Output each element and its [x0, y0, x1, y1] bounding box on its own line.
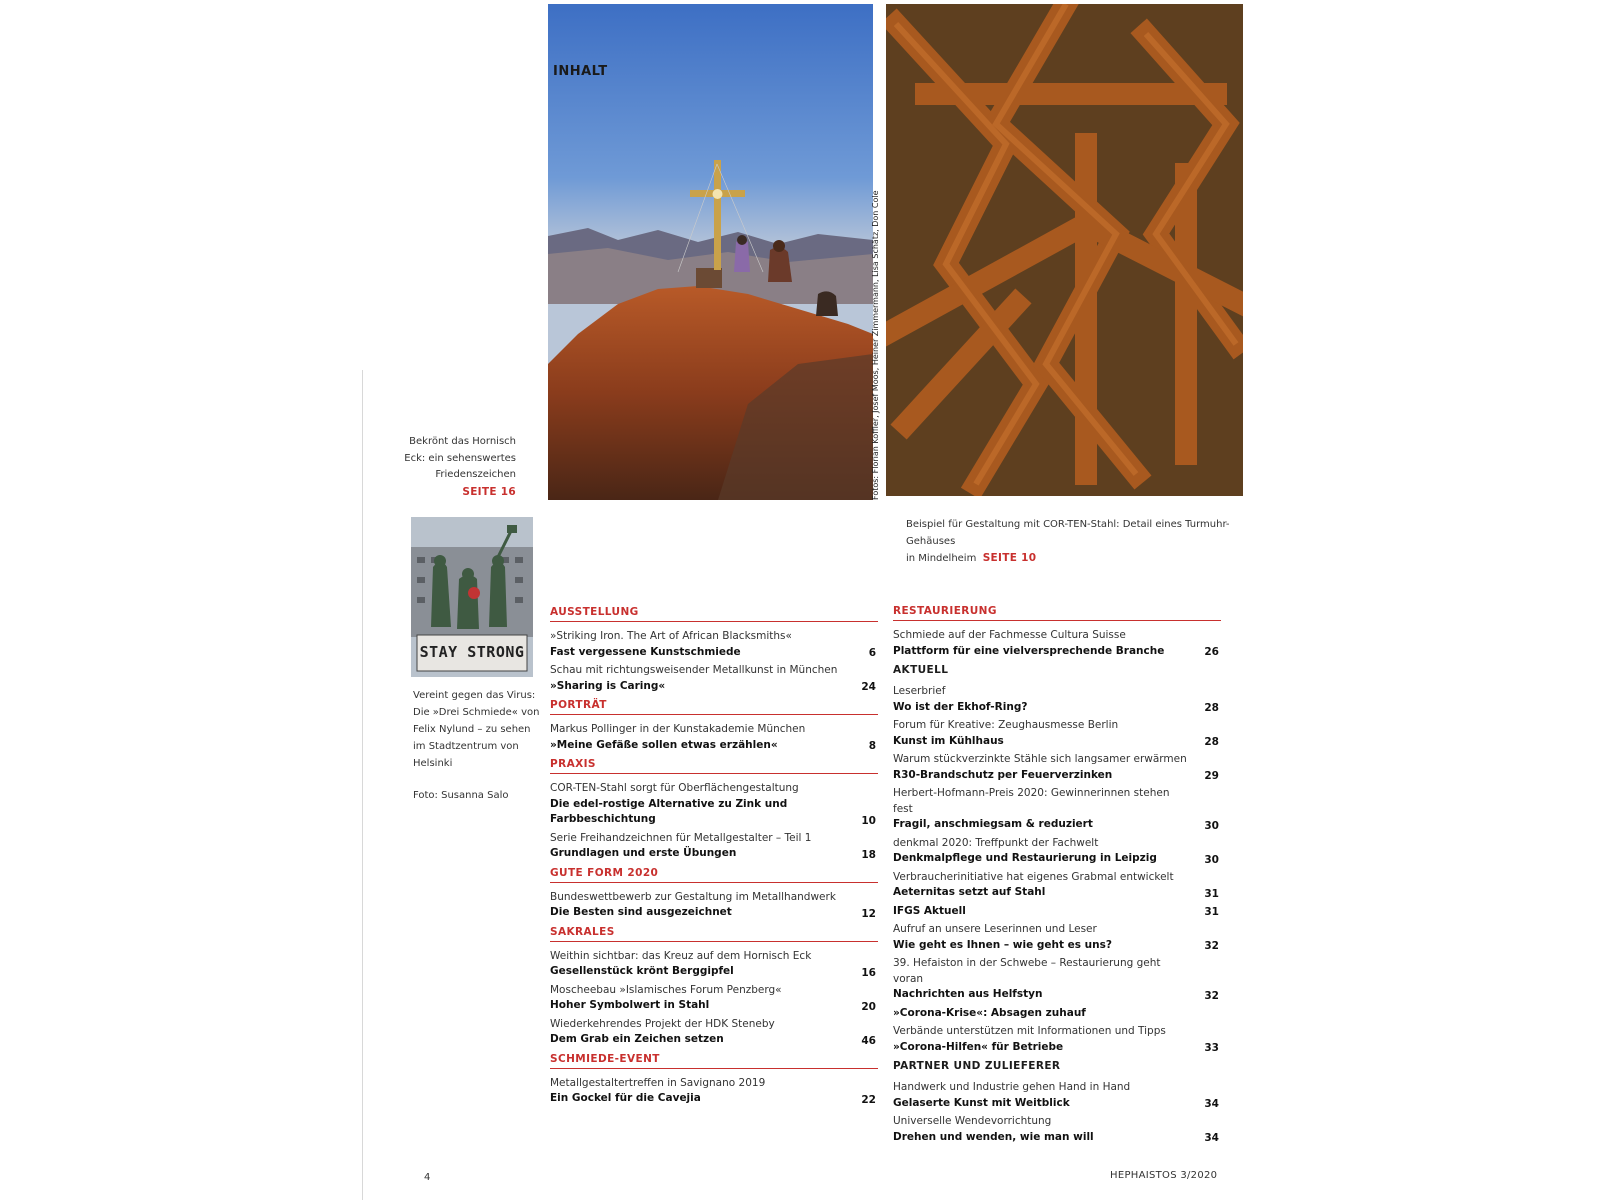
- toc-section: [550, 699, 878, 753]
- photo-credit-helsinki: Foto: Susanna Salo: [413, 790, 509, 801]
- toc-entry[interactable]: [893, 628, 1221, 659]
- corten-steel-photo: [886, 4, 1243, 496]
- toc-entry-headline: Ein Gockel für die Cavejia: [550, 1092, 701, 1104]
- section-label: INHALT: [553, 64, 608, 79]
- toc-entry-subtitle: Leserbrief: [893, 685, 946, 697]
- toc-entry-page: 20: [861, 1000, 876, 1013]
- caption-line: Helsinki: [413, 758, 453, 769]
- toc-entry[interactable]: [893, 1080, 1221, 1111]
- toc-entry-subtitle: Verbraucherinitiative hat eigenes Grabmal entwickelt: [893, 870, 1174, 883]
- caption-helsinki: [413, 687, 548, 804]
- toc-entry[interactable]: [893, 718, 1221, 749]
- toc-entry-subtitle: Verbände unterstützen mit Informationen und Tipps: [893, 1025, 1166, 1037]
- toc-section-title: RESTAURIERUNG: [893, 605, 1221, 621]
- toc-entry-page: 22: [861, 1093, 876, 1106]
- caption-line: im Stadtzentrum von: [413, 741, 519, 752]
- toc-entry-subtitle: Weithin sichtbar: das Kreuz auf dem Hornisch Eck: [550, 949, 812, 962]
- toc-entry-subtitle: Markus Pollinger in der Kunstakademie München: [550, 723, 806, 735]
- toc-entry-headline: Gesellenstück krönt Berggipfel: [550, 965, 734, 977]
- toc-entry-page: 30: [1204, 853, 1219, 866]
- toc-entry-page: 12: [861, 907, 876, 920]
- toc-entry[interactable]: [893, 836, 1221, 867]
- toc-entry-headline: Dem Grab ein Zeichen setzen: [550, 1033, 724, 1045]
- statue-photo: [411, 517, 533, 677]
- toc-entry-page: 28: [1204, 702, 1219, 714]
- toc-entry[interactable]: [550, 1076, 878, 1107]
- caption-line: Eck: ein sehenswertes: [404, 452, 516, 464]
- toc-entry-subtitle: Moscheebau »Islamisches Forum Penzberg«: [550, 983, 782, 996]
- toc-entry-headline: Wie geht es Ihnen – wie geht es uns?: [893, 938, 1112, 951]
- toc-entry-headline: Plattform für eine vielversprechende Branche: [893, 644, 1165, 657]
- toc-entry-page: 10: [861, 814, 876, 827]
- toc-entry-page: 26: [1204, 646, 1219, 658]
- toc-entry-subtitle: COR-TEN-Stahl sorgt für Oberflächengestaltung: [550, 782, 799, 794]
- toc-entry-headline: Fast vergessene Kunstschmiede: [550, 645, 741, 658]
- toc-entry-headline: Nachrichten aus Helfstyn: [893, 988, 1043, 1000]
- toc-section-title: AKTUELL: [893, 664, 949, 676]
- toc-section: [550, 926, 878, 1048]
- toc-entry[interactable]: [550, 983, 878, 1014]
- caption-line: Bekrönt das Hornisch: [409, 436, 516, 447]
- statue-sign-text: STAY STRONG: [419, 643, 525, 661]
- caption-line: Vereint gegen das Virus:: [413, 690, 536, 701]
- toc-entry-subtitle: »Striking Iron. The Art of African Blacksmiths«: [550, 630, 792, 642]
- toc-entry-headline: Denkmalpflege und Restaurierung in Leipzig: [893, 852, 1157, 864]
- toc-entry-page: 32: [1204, 940, 1219, 952]
- toc-right-column: [893, 605, 1221, 1150]
- toc-entry-headline: Hoher Symbolwert in Stahl: [550, 999, 710, 1011]
- toc-entry-page: 28: [1204, 736, 1219, 748]
- toc-entry[interactable]: [550, 722, 878, 753]
- toc-entry[interactable]: [893, 786, 1221, 833]
- toc-entry-page: 31: [1204, 906, 1219, 918]
- caption-page-ref[interactable]: SEITE 16: [462, 485, 516, 498]
- toc-section: [550, 867, 878, 921]
- toc-entry-page: 8: [868, 740, 876, 752]
- caption-line: Beispiel für Gestaltung mit COR-TEN-Stahl: Detail eines Turmuhr-Gehäuses: [906, 519, 1230, 547]
- toc-section-title: SCHMIEDE-EVENT: [550, 1053, 878, 1069]
- toc-entry-headline: »Corona-Krise«: Absagen zuhauf: [893, 1006, 1086, 1019]
- magazine-issue: HEPHAISTOS 3/2020: [1110, 1170, 1218, 1181]
- toc-left-column: [550, 606, 878, 1112]
- toc-entry[interactable]: [893, 922, 1221, 953]
- toc-entry[interactable]: [893, 1114, 1221, 1145]
- toc-entry[interactable]: [550, 781, 878, 828]
- toc-section-title: PORTRÄT: [550, 699, 878, 715]
- toc-entry[interactable]: [893, 904, 1221, 920]
- toc-entry-headline: Grundlagen und erste Übungen: [550, 847, 737, 859]
- toc-entry-subtitle: 39. Hefaiston in der Schwebe – Restaurierung geht voran: [893, 957, 1161, 985]
- page-gutter-line: [362, 370, 363, 1200]
- toc-entry-headline: »Sharing is Caring«: [550, 679, 666, 692]
- caption-line: in Mindelheim: [906, 553, 977, 564]
- toc-entry-subtitle: Bundeswettbewerb zur Gestaltung im Metallhandwerk: [550, 890, 836, 903]
- toc-entry-headline: Aeternitas setzt auf Stahl: [893, 886, 1046, 898]
- toc-section-title: PRAXIS: [550, 758, 878, 774]
- photo-credit: Fotos: Florian Koffler, Josef Moos, Heiner Zimmermann, Lisa Schätz, Don Cole: [871, 190, 880, 500]
- toc-entry-subtitle: Warum stückverzinkte Stähle sich langsamer erwärmen: [893, 753, 1187, 765]
- toc-entry-headline: Gelaserte Kunst mit Weitblick: [893, 1096, 1070, 1109]
- toc-entry-headline: »Corona-Hilfen« für Betriebe: [893, 1040, 1064, 1053]
- toc-entry-page: 46: [861, 1034, 876, 1047]
- toc-entry-page: 34: [1204, 1098, 1219, 1110]
- caption-line: Friedenszeichen: [435, 469, 516, 480]
- toc-entry-page: 31: [1204, 887, 1219, 900]
- toc-entry-subtitle: Schmiede auf der Fachmesse Cultura Suisse: [893, 629, 1126, 641]
- toc-entry-subtitle: Handwerk und Industrie gehen Hand in Hand: [893, 1081, 1131, 1093]
- caption-hornisch: [386, 434, 516, 500]
- toc-entry-page: 6: [868, 647, 876, 659]
- page-number: 4: [424, 1172, 431, 1183]
- toc-entry[interactable]: [550, 663, 878, 694]
- toc-section-title: SAKRALES: [550, 926, 878, 942]
- toc-entry[interactable]: [550, 629, 878, 660]
- toc-entry-subtitle: Schau mit richtungsweisender Metallkunst in München: [550, 664, 838, 676]
- toc-entry-page: 32: [1204, 989, 1219, 1002]
- caption-line: Felix Nylund – zu sehen: [413, 724, 531, 735]
- toc-entry-subtitle: Metallgestaltertreffen in Savignano 2019: [550, 1076, 766, 1089]
- toc-entry-page: 33: [1204, 1042, 1219, 1054]
- toc-entry-subtitle: Serie Freihandzeichnen für Metallgestalter – Teil 1: [550, 831, 812, 844]
- toc-entry-page: 18: [861, 848, 876, 861]
- toc-entry-headline: »Meine Gefäße sollen etwas erzählen«: [550, 738, 778, 751]
- toc-entry-headline: Wo ist der Ekhof-Ring?: [893, 700, 1028, 713]
- toc-entry-subtitle: Herbert-Hofmann-Preis 2020: Gewinnerinnen stehen fest: [893, 787, 1170, 815]
- toc-section: [893, 664, 1221, 1055]
- toc-entry[interactable]: [893, 752, 1221, 783]
- toc-entry-subtitle: Forum für Kreative: Zeughausmesse Berlin: [893, 719, 1119, 731]
- toc-entry-subtitle: Wiederkehrendes Projekt der HDK Steneby: [550, 1017, 775, 1030]
- toc-section: [550, 1053, 878, 1107]
- toc-entry-page: 30: [1204, 819, 1219, 832]
- caption-corten: [906, 517, 1246, 568]
- toc-entry[interactable]: [893, 956, 1221, 1003]
- toc-section: [893, 1060, 1221, 1145]
- toc-entry-page: 16: [861, 966, 876, 979]
- toc-entry-headline: Drehen und wenden, wie man will: [893, 1130, 1094, 1143]
- toc-entry[interactable]: [550, 831, 878, 862]
- toc-entry-page: 34: [1204, 1132, 1219, 1144]
- caption-line: Die »Drei Schmiede« von: [413, 707, 540, 718]
- toc-entry[interactable]: [550, 890, 878, 921]
- toc-entry[interactable]: [550, 949, 878, 980]
- toc-entry-page: 29: [1204, 770, 1219, 782]
- caption-page-ref[interactable]: SEITE 10: [982, 552, 1037, 564]
- toc-section-title: AUSSTELLUNG: [550, 606, 878, 622]
- toc-entry[interactable]: [893, 870, 1221, 901]
- toc-entry-subtitle: denkmal 2020: Treffpunkt der Fachwelt: [893, 836, 1099, 849]
- toc-section: [550, 606, 878, 694]
- toc-section: [550, 758, 878, 862]
- toc-entry[interactable]: [893, 1024, 1221, 1055]
- toc-entry-subtitle: Universelle Wendevorrichtung: [893, 1115, 1052, 1127]
- toc-entry-headline: Die Besten sind ausgezeichnet: [550, 906, 732, 918]
- toc-entry-headline: Fragil, anschmiegsam & reduziert: [893, 818, 1093, 830]
- toc-entry[interactable]: [550, 1017, 878, 1048]
- toc-entry-page: 24: [861, 681, 876, 693]
- toc-section-title: PARTNER UND ZULIEFERER: [893, 1060, 1061, 1072]
- toc-entry-headline: IFGS Aktuell: [893, 904, 966, 917]
- toc-entry-headline: R30-Brandschutz per Feuerverzinken: [893, 768, 1113, 781]
- toc-entry-headline: Die edel-rostige Alternative zu Zink und Farbbeschichtung: [550, 797, 788, 825]
- toc-section: [893, 605, 1221, 659]
- toc-entry-subtitle: Aufruf an unsere Leserinnen und Leser: [893, 923, 1097, 935]
- toc-entry-headline: Kunst im Kühlhaus: [893, 734, 1004, 747]
- toc-entry[interactable]: [893, 1006, 1221, 1022]
- toc-section-title: GUTE FORM 2020: [550, 867, 878, 883]
- toc-entry[interactable]: [893, 684, 1221, 715]
